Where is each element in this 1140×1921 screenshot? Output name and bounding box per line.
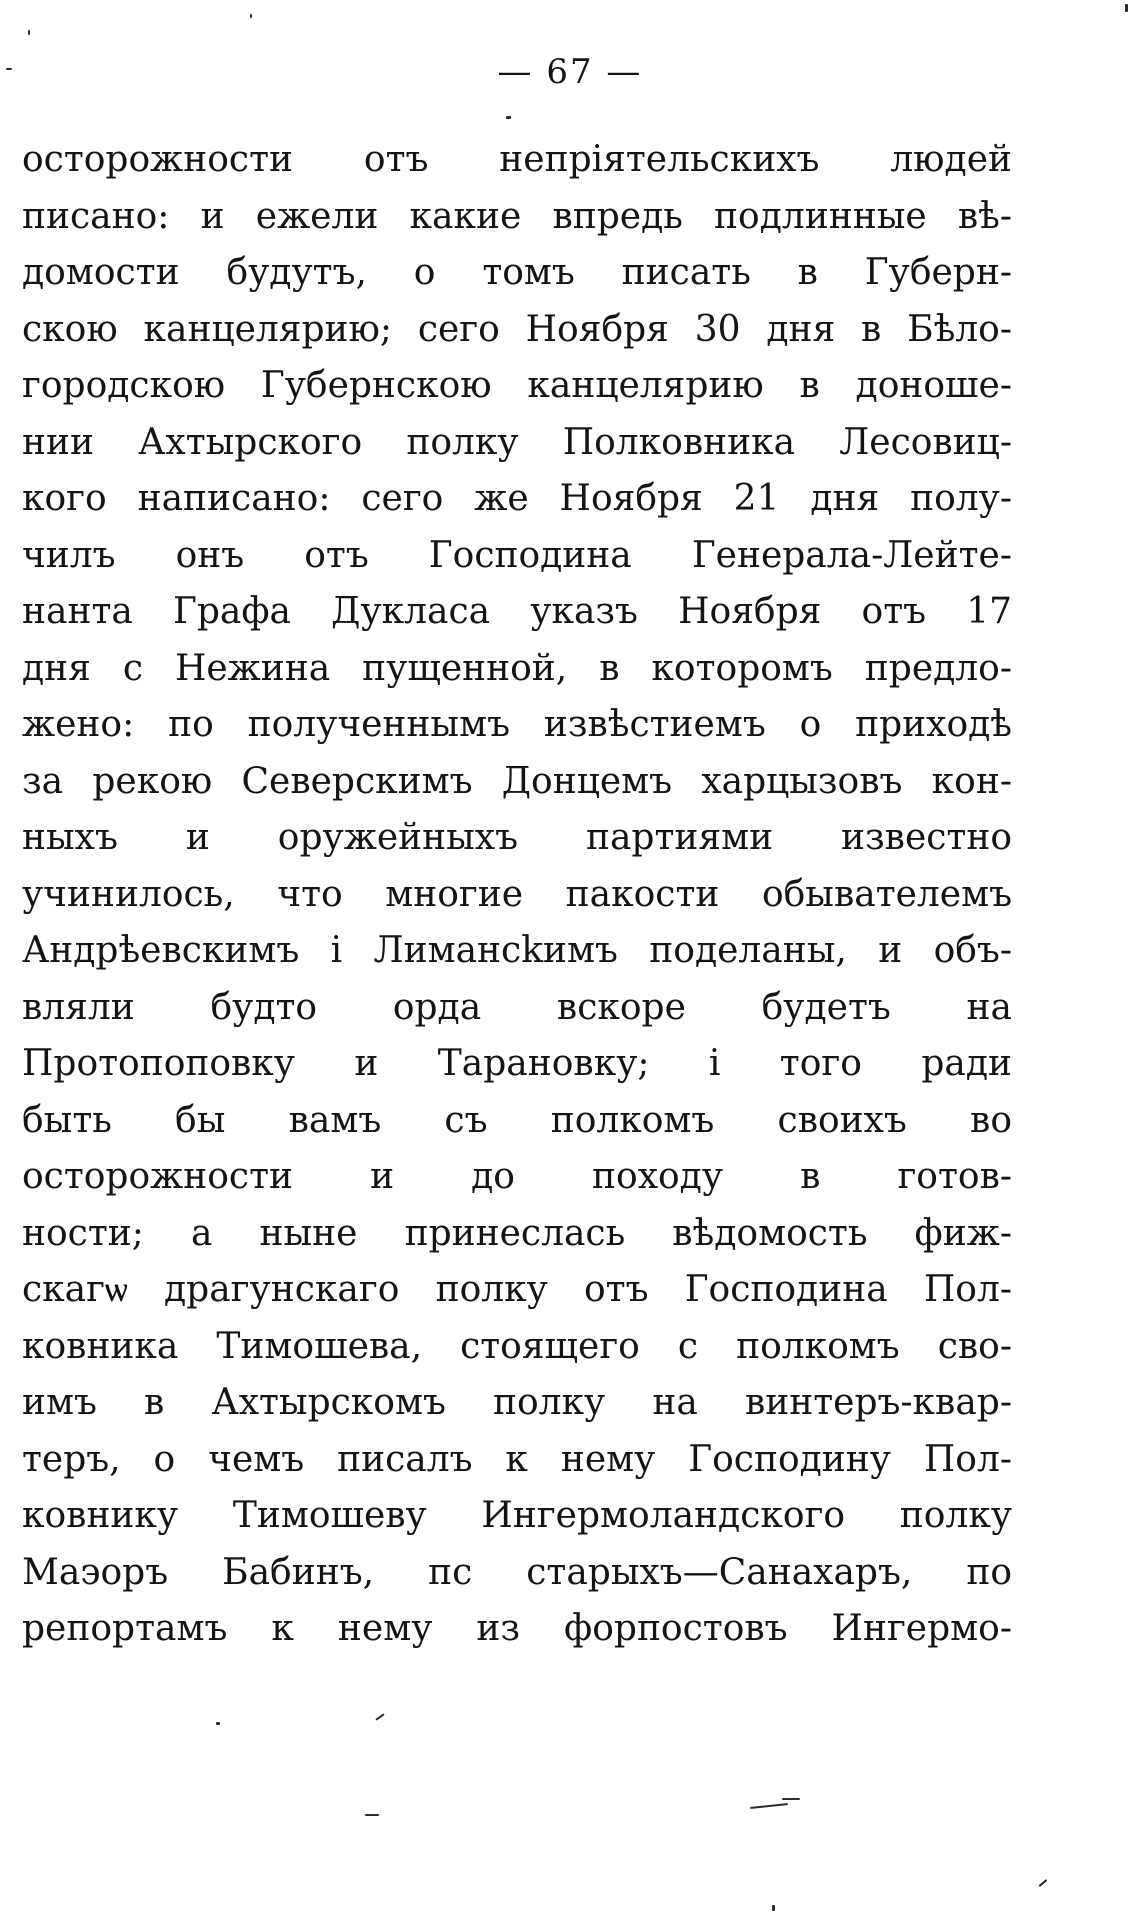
- scan-speck: [750, 1803, 788, 1809]
- text-line-25: ковнику Тимошеву Ингермоландского полку: [22, 1495, 1012, 1536]
- scan-speck: [772, 1905, 775, 1911]
- text-line-8: чилъ онъ отъ Господина Генерала-Лейте-: [22, 534, 1012, 576]
- text-line-26: Маэоръ Бабинъ, пс старыхъ—Санахаръ, по: [22, 1551, 1012, 1593]
- text-line-17: Протопоповку и Тарановку; і того ради: [22, 1043, 1012, 1084]
- text-line-15: Андрѣевскимъ і Лимансkимъ поделаны, и объ-: [22, 930, 1012, 971]
- text-line-3: домости будутъ, о томъ писать в Губерн-: [22, 252, 1012, 293]
- text-line-7: кого написано: сего же Ноября 21 дня полу-: [22, 478, 1012, 519]
- text-line-6: нии Ахтырского полку Полковника Лесовиц-: [22, 421, 1012, 463]
- text-line-19: осторожности и до походу в готов-: [22, 1156, 1012, 1197]
- text-line-20: ности; а ныне принеслась вѣдомость фиж-: [22, 1212, 1012, 1254]
- page-number: — 67 —: [497, 52, 643, 92]
- text-line-24: теръ, о чемъ писалъ к нему Господину Пол-: [22, 1438, 1012, 1480]
- text-line-18: быть бы вамъ съ полкомъ своихъ во: [22, 1099, 1012, 1141]
- scan-speck: [782, 1798, 800, 1800]
- scan-speck: [365, 1814, 379, 1816]
- text-line-4: скою канцелярию; сего Ноября 30 дня в Бѣло-: [22, 308, 1012, 350]
- scan-speck: [1039, 1879, 1048, 1887]
- text-line-5: городскою Губернскою канцелярию в доноше-: [22, 365, 1012, 406]
- text-line-13: ныхъ и оружейныхъ партиями известно: [22, 817, 1012, 858]
- text-line-2: писано: и ежели какие впредь подлинные вѣ-: [22, 195, 1012, 237]
- text-line-21: скагѡ драгунскаго полку отъ Господина Пол-: [22, 1269, 1012, 1310]
- text-line-22: ковника Тимошева, стоящего с полкомъ сво-: [22, 1325, 1012, 1367]
- text-line-11: жено: по полученнымъ извѣстиемъ о приходѣ: [22, 704, 1012, 745]
- text-line-9: нанта Графа Дукласа указъ Ноября отъ 17: [22, 591, 1012, 632]
- body-text: [22, 132, 1012, 1658]
- scan-speck: [250, 14, 252, 18]
- text-line-14: учинилось, что многие пакости обывателемъ: [22, 873, 1012, 915]
- scan-speck: [28, 30, 30, 35]
- text-line-16: вляли будто орда вскоре будетъ на: [22, 986, 1012, 1028]
- text-line-1: осторожности отъ непріятельскихъ людей: [22, 139, 1012, 180]
- text-line-10: дня с Нежина пущенной, в которомъ предло-: [22, 647, 1012, 689]
- scan-speck: [375, 1713, 384, 1720]
- scan-speck: [506, 116, 511, 119]
- text-line-27: репортамъ к нему из форпостовъ Ингермо-: [22, 1608, 1012, 1649]
- text-line-23: имъ в Ахтырскомъ полку на винтеръ-квар-: [22, 1382, 1012, 1423]
- scan-speck: [216, 1722, 220, 1725]
- scan-speck: [1125, 4, 1128, 12]
- scan-speck: [6, 68, 12, 70]
- text-line-12: за рекою Северскимъ Донцемъ харцызовъ кон-: [22, 760, 1012, 802]
